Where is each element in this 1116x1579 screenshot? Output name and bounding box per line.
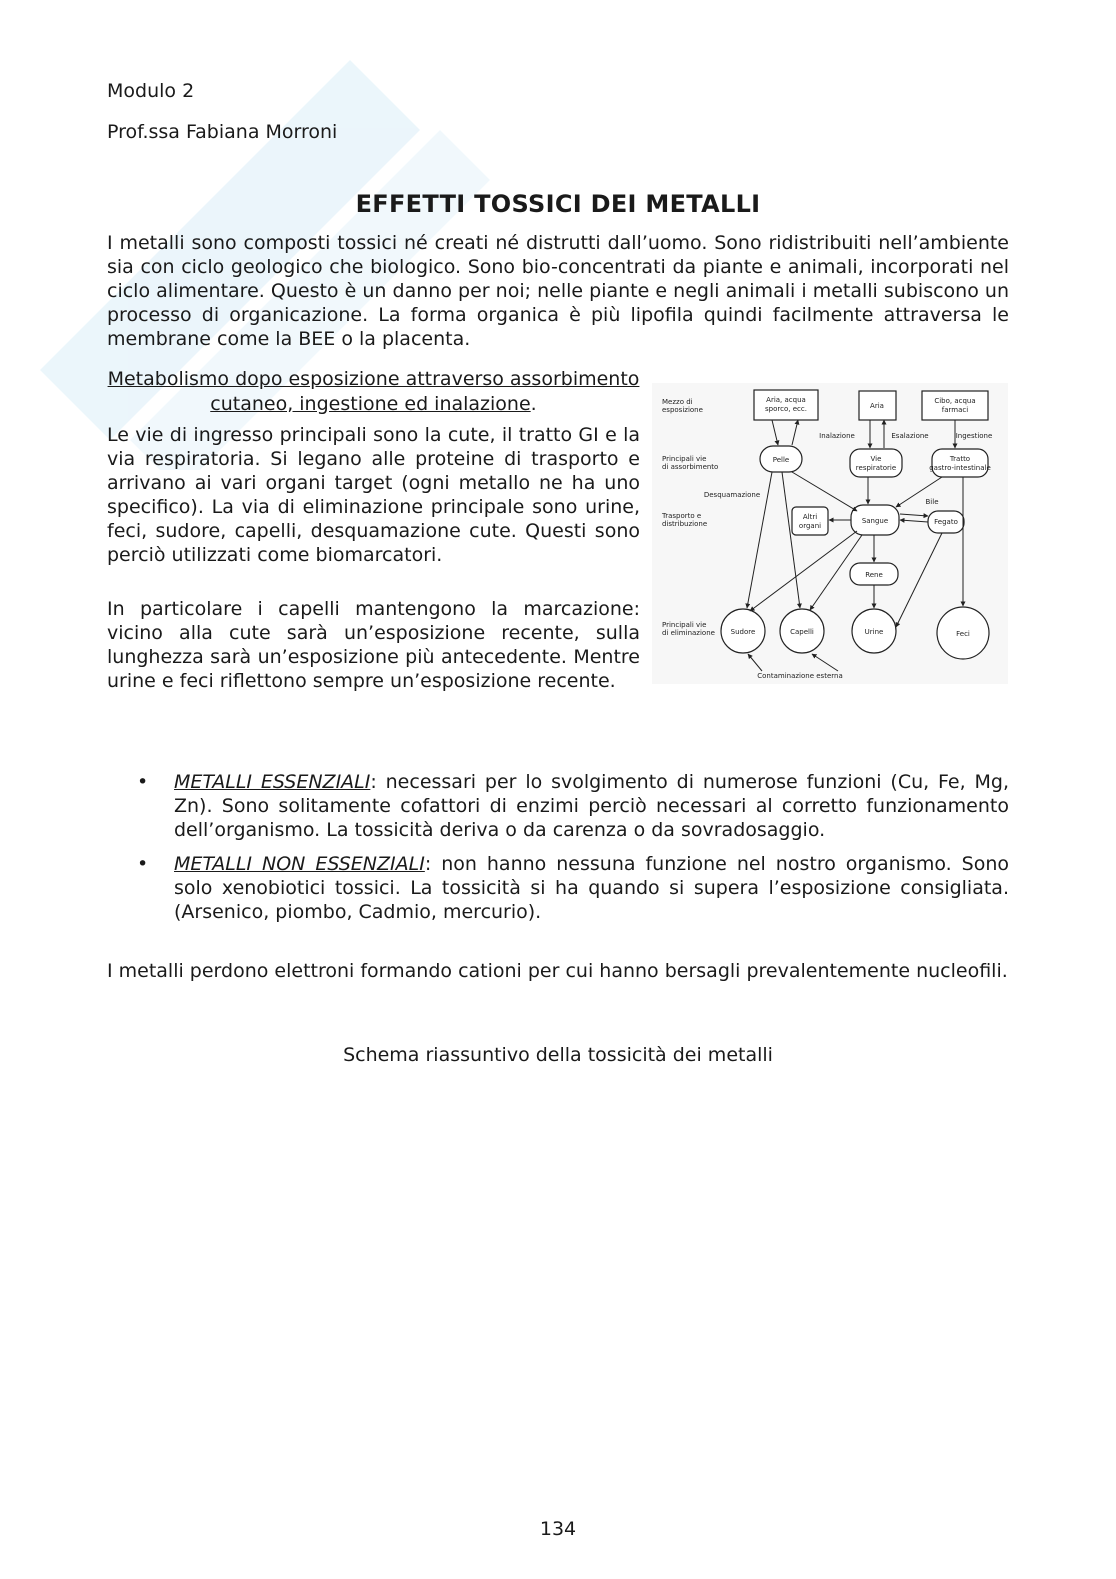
- external-contamination-label: Contaminazione esterna: [757, 672, 843, 680]
- urine-label: Urine: [864, 628, 884, 636]
- professor-name: Prof.ssa Fabiana Morroni: [107, 121, 338, 143]
- bullet-non-essential-metals: [107, 852, 1009, 924]
- module-label: Modulo 2: [107, 80, 195, 102]
- section-subtitle-text: Metabolismo dopo esposizione attraverso assorbimento cutaneo, ingestione ed inalazione: [107, 368, 640, 415]
- metabolism-diagram: [652, 383, 1008, 684]
- schema-caption: Schema riassuntivo della tossicità dei metalli: [343, 1044, 773, 1066]
- blood-label: Sangue: [861, 517, 889, 525]
- route-gi-node: [932, 449, 988, 477]
- liver-label: Fegato: [934, 518, 958, 526]
- row-label-distribution-2: distribuzione: [662, 520, 708, 528]
- route-resp-line-2: respiratorie: [855, 464, 897, 472]
- hair-paragraph: In particolare i capelli mantengono la marcazione: vicino alla cute sarà un’esposizione recente, sulla lunghezza sarà un’esposizione più antecedente. Mentre urine e feci riflettono sempre un’esposizione recente.: [107, 598, 640, 692]
- routes-paragraph: Le vie di ingresso principali sono la cute, il tratto GI e la via respiratoria. Si legano alle proteine di trasporto e arrivano ai vari organi target (ogni metallo ne ha uno specifico). La via di eliminazione principale sono urine, feci, sudore, capelli, desquamazione cute. Questi sono perciò utilizzati come biomarcatori.: [107, 424, 640, 566]
- bullet-term: METALLI NON ESSENZIALI: [174, 853, 425, 875]
- route-respiratory-node: [850, 449, 902, 477]
- source-air-water-line-2: sporco, ecc.: [765, 405, 807, 413]
- subtitle-period: .: [530, 392, 537, 415]
- feces-label: Feci: [956, 630, 970, 638]
- metals-bullet-list: [107, 770, 1009, 934]
- exhalation-label: Esalazione: [891, 432, 929, 440]
- closing-paragraph: I metalli perdono elettroni formando cationi per cui hanno bersagli prevalentemente nucleofili.: [107, 960, 1008, 982]
- bullet-term: METALLI ESSENZIALI: [174, 771, 371, 793]
- page-title: EFFETTI TOSSICI DEI METALLI: [355, 190, 761, 218]
- row-label-exposure-1: Mezzo di: [662, 398, 693, 406]
- sweat-label: Sudore: [730, 628, 756, 636]
- other-organs-node: [792, 507, 828, 535]
- bullet-dot: •: [137, 853, 149, 875]
- bullet-text: : non hanno nessuna funzione nel nostro organismo. Sono solo xenobiotici tossici. La tossicità si ha quando si supera l’esposizione consigliata. (Arsenico, piombo, Cadmio, mercurio).: [174, 853, 1009, 923]
- row-label-elimination-1: Principali vie: [662, 621, 707, 629]
- ingestion-label: Ingestione: [955, 432, 993, 440]
- other-organs-line-2: organi: [798, 522, 822, 530]
- hair-label: Capelli: [790, 628, 814, 636]
- route-gi-line-1: Tratto: [949, 455, 971, 463]
- bile-label: Bile: [925, 498, 939, 506]
- bullet-essential-metals: [107, 770, 1009, 842]
- row-label-distribution-1: Trasporto e: [662, 512, 702, 520]
- page-number: 134: [539, 1518, 577, 1540]
- row-label-elimination-2: di eliminazione: [662, 629, 715, 637]
- bullet-dot: •: [137, 771, 149, 793]
- inhalation-label: Inalazione: [819, 432, 855, 440]
- bullet-text: : necessari per lo svolgimento di numerose funzioni (Cu, Fe, Mg, Zn). Sono solitamente cofattori di enzimi perciò necessari al corretto funzionamento dell’organismo. La tossicità deriva o da carenza o da sovradosaggio.: [174, 771, 1010, 841]
- route-gi-line-2: gastro-intestinale: [929, 464, 991, 472]
- kidney-label: Rene: [865, 571, 883, 579]
- source-air-label: Aria: [870, 402, 884, 410]
- row-label-exposure-2: esposizione: [662, 406, 703, 414]
- route-skin-label: Pelle: [772, 456, 790, 464]
- intro-paragraph: I metalli sono composti tossici né creati né distrutti dall’uomo. Sono ridistribuiti nell’ambiente sia con ciclo geologico che biologico. Sono bio-concentrati da piante e animali, incorporati nel ciclo alimentare. Questo è un danno per noi; nelle piante e negli animali i metalli subiscono un processo di organicazione. La forma organica è più lipofila quindi facilmente attraversa le membrane come la BEE o la placenta.: [107, 232, 1009, 350]
- route-resp-line-1: Vie: [870, 455, 882, 463]
- row-label-absorption-1: Principali vie: [662, 455, 707, 463]
- desquamation-label: Desquamazione: [703, 491, 761, 499]
- row-label-absorption-2: di assorbimento: [662, 463, 719, 471]
- other-organs-line-1: Altri: [802, 513, 818, 521]
- source-food-line-1: Cibo, acqua: [934, 397, 976, 405]
- source-food-line-2: farmaci: [941, 406, 969, 414]
- section-subtitle: [107, 367, 640, 416]
- source-air-water-line-1: Aria, acqua: [766, 396, 806, 404]
